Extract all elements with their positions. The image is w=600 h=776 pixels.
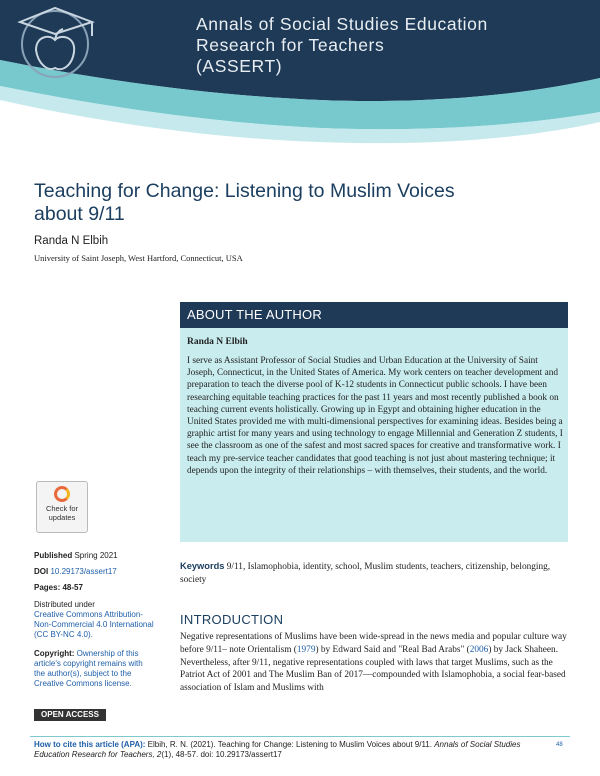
intro-text-part3: ) by Jack Shaheen. Nevertheless, after 9/11, negative representations coupled with laws that target Muslims, such as the Patriot Act of 2001 and The Muslim Ban of 2017—compounded with Islamophobia, a social fear-based association of Islam and Muslims with <box>180 644 566 694</box>
license-link[interactable]: Creative Commons Attribution-Non-Commercial 4.0 International (CC BY-NC 4.0). <box>34 610 154 639</box>
open-access-badge: OPEN ACCESS <box>34 709 106 721</box>
citation-link-2006[interactable]: 2006 <box>469 644 489 655</box>
author-name: Randa N Elbih <box>34 235 109 247</box>
doi-label: DOI <box>34 567 49 576</box>
introduction-heading: INTRODUCTION <box>180 612 284 627</box>
doi-link[interactable]: 10.29173/assert17 <box>50 567 117 576</box>
citation-footer <box>34 740 544 760</box>
introduction-paragraph <box>180 631 572 695</box>
copyright-label: Copyright: <box>34 649 75 658</box>
published-label: Published <box>34 551 73 560</box>
how-to-cite-label: How to cite this article (APA): <box>34 740 146 749</box>
footer-divider <box>30 736 570 737</box>
citation-plain: Elbih, R. N. (2021). Teaching for Change: Listening to Muslim Voices about 9/11. <box>147 740 432 749</box>
keywords-section <box>180 560 572 587</box>
journal-title-line3: (ASSERT) <box>196 56 283 76</box>
journal-title <box>196 14 596 77</box>
doi-info <box>34 567 154 577</box>
citation-rest: (1), 48-57. doi: 10.29173/assert17 <box>161 750 282 759</box>
journal-title-line2: Research for Teachers <box>196 35 385 55</box>
citation-link-1979[interactable]: 1979 <box>296 644 316 655</box>
journal-title-line1: Annals of Social Studies Education <box>196 14 488 34</box>
license-info <box>34 600 154 640</box>
graduation-cap-apple-icon <box>0 0 110 80</box>
keywords-label: Keywords <box>180 561 225 571</box>
pages-value: 48-57 <box>62 583 83 592</box>
keywords-text: 9/11, Islamophobia, identity, school, Muslim students, teachers, citizenship, belonging, society <box>180 562 551 585</box>
pages-label: Pages: <box>34 583 61 592</box>
published-value: Spring 2021 <box>74 551 118 560</box>
published-info <box>34 551 154 561</box>
check-for-updates-button[interactable] <box>36 481 88 533</box>
page-number: 48 <box>556 742 563 748</box>
copyright-link[interactable]: Ownership of this article's copyright remains with the author(s), subject to the Creative Commons license. <box>34 649 143 688</box>
citation-journal: Annals of Social Studies Education Research for Teachers, 2 <box>34 740 521 759</box>
intro-text-part2: ) by Edward Said and "Real Bad Arabs" ( <box>315 644 470 655</box>
journal-banner <box>0 0 600 150</box>
distributed-label: Distributed under <box>34 600 95 609</box>
article-title <box>34 180 574 226</box>
about-author-name: Randa N Elbih <box>187 337 248 347</box>
crossmark-icon <box>54 486 70 502</box>
article-title-line1: Teaching for Change: Listening to Muslim Voices <box>34 180 455 202</box>
check-updates-line1: Check for <box>45 504 79 513</box>
intro-text-part1: Negative representations of Muslims have been wide-spread in the news media and popular culture way before 9/11– note Orientalism ( <box>180 632 567 655</box>
author-affiliation: University of Saint Joseph, West Hartford, Connecticut, USA <box>34 253 243 263</box>
about-author-box <box>180 302 568 542</box>
check-updates-line2: updates <box>48 513 76 522</box>
copyright-info <box>34 649 154 689</box>
article-title-line2: about 9/11 <box>34 203 125 225</box>
pages-info <box>34 583 154 593</box>
about-author-heading: ABOUT THE AUTHOR <box>180 302 568 328</box>
about-author-bio: I serve as Assistant Professor of Social Studies and Urban Education at the University of Saint Joseph, Connecticut, in the United States of America. My work centers on teacher development and preparation to teach the diverse pool of K-12 students in Connecticut public schools. I have been researching equitable teaching practices for the past 11 years and most recently published a book on teaching current events holistically. Growing up in Egypt and obtaining higher education in the United States provided me with multi-dimensional perspectives for examining ideas. Besides being a graphic artist for many years and using technology to engage Millennial and Generation Z students, I see the classroom as one of the safest and most sacred spaces for creative and transformative work. I teach my pre-service teacher candidates that good teaching is not just about mastering technique; it depends upon the integrity of their relationships – with themselves, their students, and the world. <box>187 356 563 476</box>
